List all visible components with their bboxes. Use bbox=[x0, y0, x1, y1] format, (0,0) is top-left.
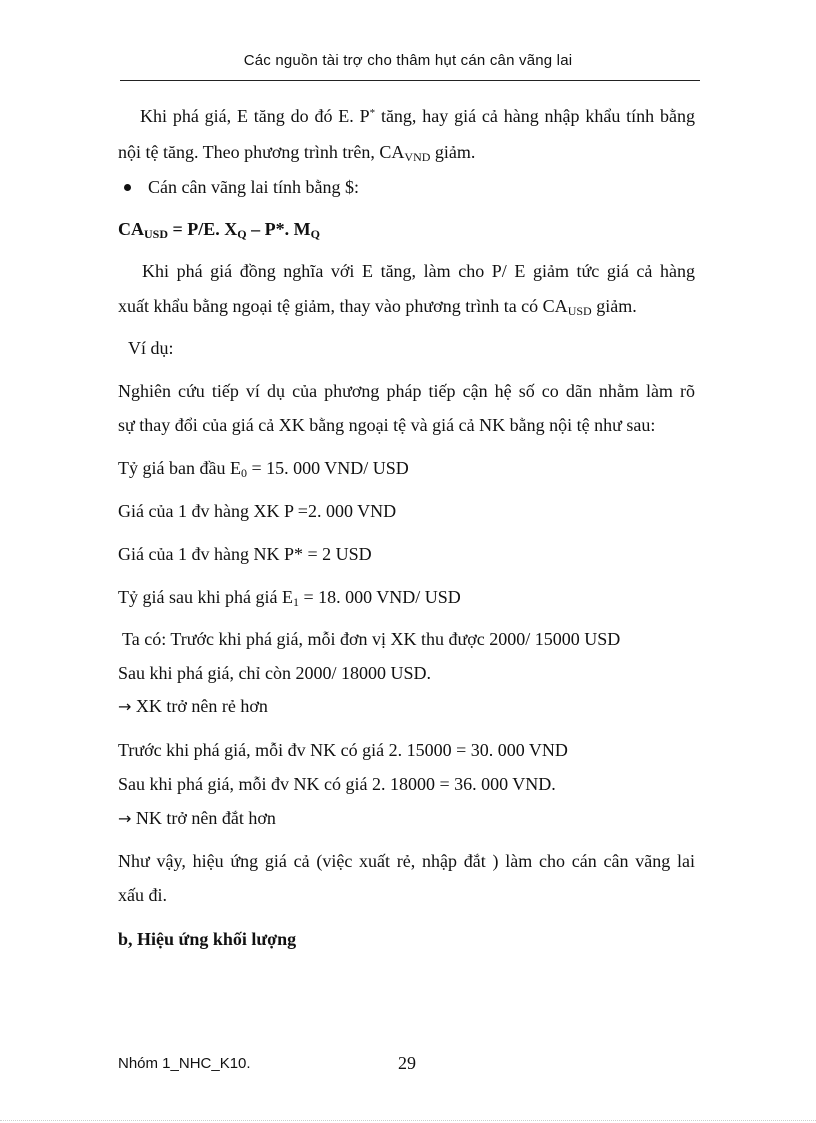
page-header: Các nguồn tài trợ cho thâm hụt cán cân vãng lai bbox=[243, 52, 573, 69]
export-after-devaluation: Sau khi phá giá, chỉ còn 2000/ 18000 USD. bbox=[118, 663, 431, 683]
export-unit-price: Giá của 1 đv hàng XK P =2. 000 VND bbox=[118, 501, 397, 521]
footer-group-label: Nhóm 1_NHC_K10. bbox=[118, 1055, 251, 1072]
right-arrow-icon: → bbox=[118, 809, 132, 828]
export-cheaper-conclusion: → XK trở nên rẻ hơn bbox=[118, 696, 268, 716]
paragraph-3-line-1: Nghiên cứu tiếp ví dụ của phương pháp tiếp cận hệ số co dãn nhằm làm rõ bbox=[118, 381, 695, 401]
export-before-devaluation: Ta có: Trước khi phá giá, mỗi đơn vị XK thu được 2000/ 15000 USD bbox=[122, 629, 621, 649]
bullet-icon bbox=[124, 184, 131, 191]
formula-ca-usd: $CA_{USD} = P/E$. $X_Q - P*$. $M_Q$ bbox=[118, 219, 320, 241]
page-number: 29 bbox=[398, 1053, 416, 1073]
example-label: Ví dụ: bbox=[128, 338, 174, 358]
bullet-item: Cán cân vãng lai tính bằng $: bbox=[148, 177, 359, 197]
initial-exchange-rate: Tỷ giá ban đầu $E_0 = 15$. 000 VND/ USD bbox=[118, 458, 409, 480]
paragraph-4-line-1: Như vậy, hiệu ứng giá cả (việc xuất rẻ, nhập đắt ) làm cho cán cân vãng lai bbox=[118, 851, 695, 871]
paragraph-1-line-2: nội tệ tăng. Theo phương trình trên, $CA_{VND}$ giảm. bbox=[118, 142, 476, 164]
right-arrow-icon: → bbox=[118, 697, 132, 716]
import-dearer-conclusion: → NK trở nên đắt hơn bbox=[118, 808, 276, 828]
paragraph-1-line-1: Khi phá giá, E tăng do đó E. P* tăng, hay giá cả hàng nhập khẩu tính bằng bbox=[140, 106, 695, 126]
import-after-devaluation: Sau khi phá giá, mỗi đv NK có giá 2. 18000 = 36. 000 VND. bbox=[118, 774, 556, 794]
paragraph-4-line-2: xấu đi. bbox=[118, 885, 167, 905]
import-unit-price: Giá của 1 đv hàng NK P* = 2 USD bbox=[118, 544, 372, 564]
import-before-devaluation: Trước khi phá giá, mỗi đv NK có giá 2. 15000 = 30. 000 VND bbox=[118, 740, 568, 760]
new-exchange-rate: Tỷ giá sau khi phá giá $E_1 = 18$. 000 VND/ USD bbox=[118, 587, 461, 609]
section-title: b, Hiệu ứng khối lượng bbox=[118, 929, 297, 949]
paragraph-2-line-2: xuất khẩu bằng ngoại tệ giảm, thay vào phương trình ta có $CA_{USD}$ giảm. bbox=[118, 296, 637, 318]
paragraph-3-line-2: sự thay đổi của giá cả XK bằng ngoại tệ và giá cả NK bằng nội tệ như sau: bbox=[118, 415, 656, 435]
page-bottom-border bbox=[0, 1120, 816, 1121]
paragraph-2-line-1: Khi phá giá đồng nghĩa với E tăng, làm cho P/ E giảm tức giá cả hàng bbox=[142, 261, 695, 281]
header-rule bbox=[120, 80, 700, 81]
